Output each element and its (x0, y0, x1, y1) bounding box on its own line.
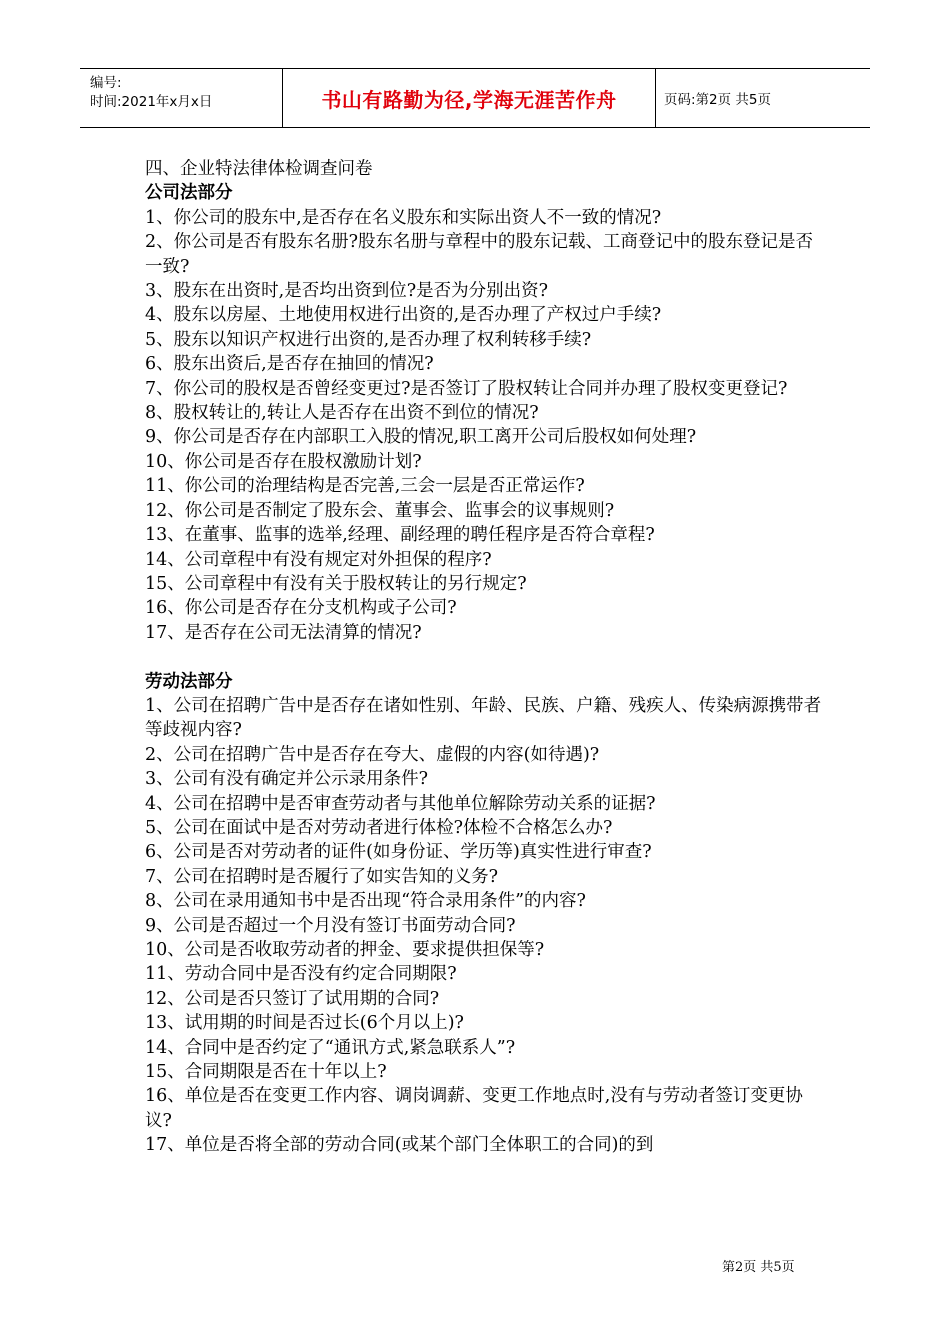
question-item: 9、公司是否超过一个月没有签订书面劳动合同? (145, 915, 516, 936)
page-header (80, 68, 870, 128)
document-number-label: 编号: (90, 75, 122, 91)
document-body (145, 157, 825, 1158)
question-item: 3、公司有没有确定并公示录用条件? (145, 769, 429, 790)
document-date-label: 时间:2021年x月x日 (90, 94, 213, 110)
question-item: 2、公司在招聘广告中是否存在夸大、虚假的内容(如待遇)? (145, 744, 600, 765)
question-item: 14、公司章程中有没有规定对外担保的程序? (145, 549, 492, 570)
question-item: 17、是否存在公司无法清算的情况? (145, 622, 422, 643)
question-item: 1、公司在招聘广告中是否存在诸如性别、年龄、民族、户籍、残疾人、传染病源携带者等歧视内容? (145, 695, 822, 741)
header-page-number: 页码:第2页 共5页 (664, 92, 772, 108)
question-item: 4、公司在招聘中是否审查劳动者与其他单位解除劳动关系的证据? (145, 793, 656, 814)
question-item: 6、公司是否对劳动者的证件(如身份证、学历等)真实性进行审查? (145, 842, 652, 863)
question-item: 13、试用期的时间是否过长(6个月以上)? (145, 1013, 464, 1034)
question-item: 1、你公司的股东中,是否存在名义股东和实际出资人不一致的情况? (145, 207, 662, 228)
question-item: 11、你公司的治理结构是否完善,三会一层是否正常运作? (145, 476, 585, 497)
question-item: 6、股东出资后,是否存在抽回的情况? (145, 354, 434, 375)
question-item: 14、合同中是否约定了“通讯方式,紧急联系人”? (145, 1037, 516, 1058)
question-item: 4、股东以房屋、土地使用权进行出资的,是否办理了产权过户手续? (145, 305, 662, 326)
labor-law-questions (145, 694, 825, 1158)
section-spacer (145, 645, 825, 669)
question-item: 12、你公司是否制定了股东会、董事会、监事会的议事规则? (145, 500, 615, 521)
labor-law-heading: 劳动法部分 (145, 671, 233, 692)
question-item: 13、在董事、监事的选举,经理、副经理的聘任程序是否符合章程? (145, 525, 655, 546)
question-item: 5、股东以知识产权进行出资的,是否办理了权利转移手续? (145, 329, 592, 350)
question-item: 16、你公司是否存在分支机构或子公司? (145, 598, 457, 619)
question-item: 5、公司在面试中是否对劳动者进行体检?体检不合格怎么办? (145, 817, 613, 838)
header-motto: 书山有路勤为径,学海无涯苦作舟 (321, 87, 617, 112)
question-item: 10、你公司是否存在股权激励计划? (145, 451, 422, 472)
question-item: 2、你公司是否有股东名册?股东名册与章程中的股东记载、工商登记中的股东登记是否一致? (145, 232, 814, 277)
question-item: 10、公司是否收取劳动者的押金、要求提供担保等? (145, 939, 545, 960)
question-item: 15、合同期限是否在十年以上? (145, 1062, 387, 1083)
document-title: 四、企业特法律体检调查问卷 (145, 159, 373, 179)
page-footer-number: 第2页 共5页 (722, 1260, 795, 1275)
question-item: 12、公司是否只签订了试用期的合同? (145, 988, 440, 1009)
question-item: 16、单位是否在变更工作内容、调岗调薪、变更工作地点时,没有与劳动者签订变更协议? (145, 1086, 803, 1131)
header-page-cell (656, 69, 870, 127)
header-motto-cell (282, 69, 656, 127)
question-item: 9、你公司是否存在内部职工入股的情况,职工离开公司后股权如何处理? (145, 427, 697, 448)
question-item: 8、公司在录用通知书中是否出现“符合录用条件”的内容? (145, 891, 586, 912)
question-item: 3、股东在出资时,是否均出资到位?是否为分别出资? (145, 281, 548, 302)
question-item: 7、你公司的股权是否曾经变更过?是否签订了股权转让合同并办理了股权变更登记? (145, 378, 788, 399)
company-law-heading: 公司法部分 (145, 183, 233, 204)
header-info (80, 69, 282, 127)
question-item: 8、股权转让的,转让人是否存在出资不到位的情况? (145, 403, 539, 424)
question-item: 11、劳动合同中是否没有约定合同期限? (145, 964, 457, 985)
question-item: 15、公司章程中有没有关于股权转让的另行规定? (145, 573, 527, 594)
company-law-questions (145, 206, 825, 645)
question-item: 17、单位是否将全部的劳动合同(或某个部门全体职工的合同)的到 (145, 1135, 654, 1156)
question-item: 7、公司在招聘时是否履行了如实告知的义务? (145, 866, 499, 887)
